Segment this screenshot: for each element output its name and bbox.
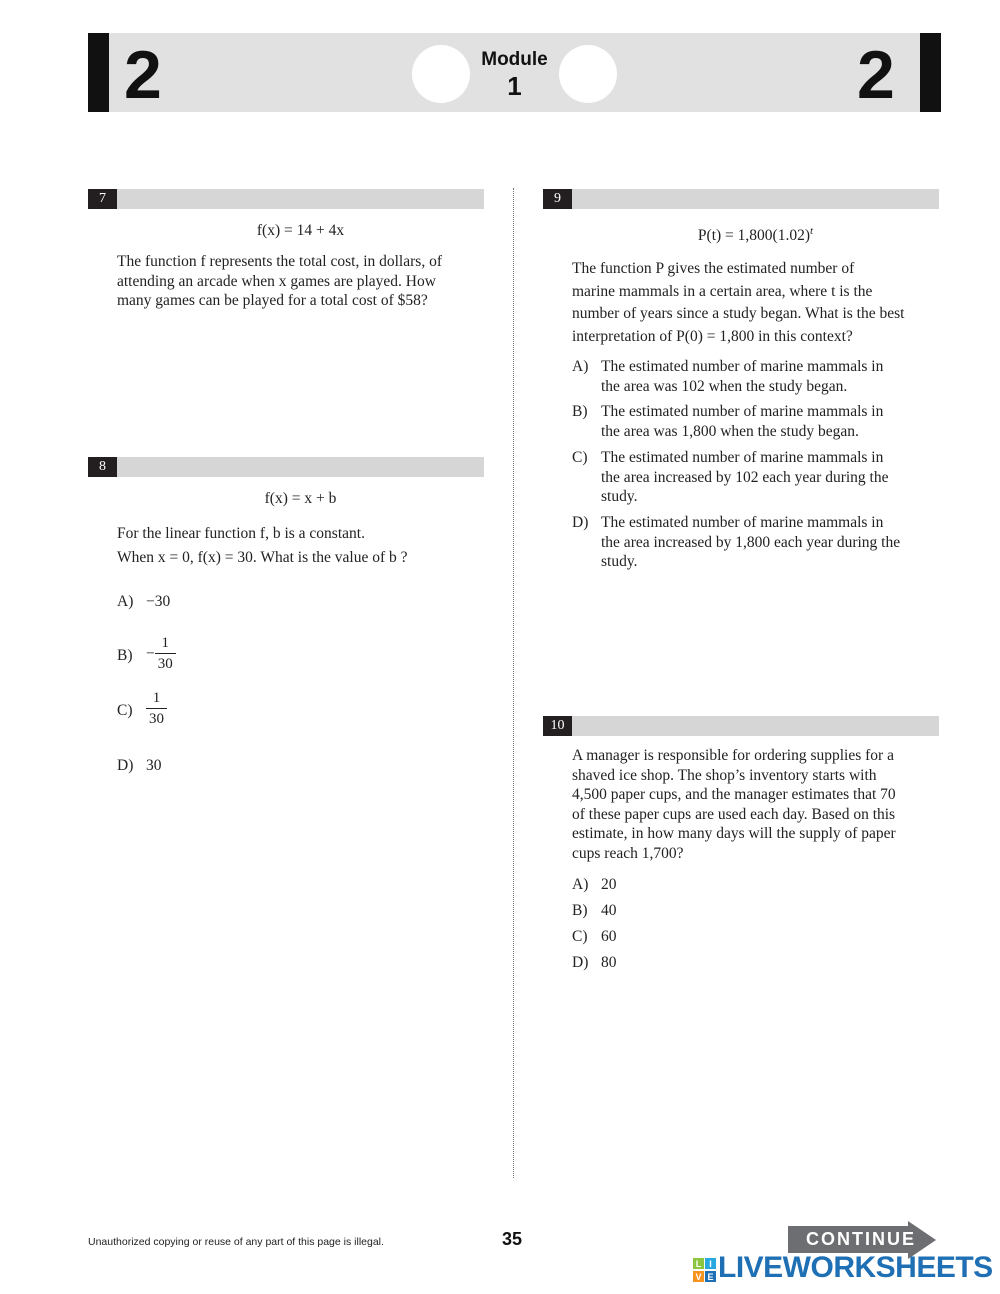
header-right-circle bbox=[559, 45, 617, 103]
answer-choice-b[interactable] bbox=[117, 634, 417, 678]
choice-value: 20 bbox=[601, 876, 617, 893]
section-number-left: 2 bbox=[124, 37, 162, 113]
question-formula bbox=[572, 225, 939, 245]
choice-value: 60 bbox=[601, 928, 617, 945]
answer-choice-c[interactable] bbox=[117, 689, 417, 733]
choice-value: −30 bbox=[146, 593, 171, 610]
question-number: 7 bbox=[88, 189, 117, 209]
choice-label: C) bbox=[572, 928, 588, 945]
text-line: 4,500 paper cups, and the manager estimates that 70 bbox=[572, 786, 896, 804]
header-left-bar bbox=[88, 33, 109, 112]
text-line: number of years since a study began. What is the best bbox=[572, 305, 905, 323]
question-bar bbox=[88, 457, 484, 477]
text-line: many games can be played for a total cost of $58? bbox=[117, 292, 428, 310]
question-formula: f(x) = x + b bbox=[264, 490, 337, 507]
choice-label: D) bbox=[572, 954, 589, 971]
liveworksheets-watermark[interactable]: LIVEWORKSHEETS bbox=[718, 1251, 993, 1284]
text-line: of these paper cups are used each day. Based on this bbox=[572, 805, 896, 823]
logo-letter: V bbox=[695, 1272, 702, 1282]
choice-label: D) bbox=[572, 514, 589, 531]
question-text bbox=[572, 746, 947, 864]
text-line: estimate, in how many days will the supply of paper bbox=[572, 825, 896, 843]
text-line: the area was 102 when the study began. bbox=[601, 377, 848, 395]
answer-choice-c[interactable] bbox=[572, 448, 942, 508]
text-line: cups reach 1,700? bbox=[572, 844, 684, 862]
choice-label: D) bbox=[117, 757, 134, 774]
question-number: 8 bbox=[88, 457, 117, 477]
choice-label: B) bbox=[572, 902, 588, 919]
text-line: the area increased by 102 each year during the bbox=[601, 468, 889, 486]
answer-choice-a[interactable] bbox=[572, 875, 772, 895]
denominator: 30 bbox=[157, 656, 173, 672]
text-line: marine mammals in a certain area, where t is the bbox=[572, 282, 873, 300]
numerator: 1 bbox=[155, 634, 176, 654]
question-text bbox=[117, 524, 492, 567]
choice-value: 40 bbox=[601, 902, 617, 919]
question-bar bbox=[543, 189, 939, 209]
fraction bbox=[155, 634, 176, 674]
numerator: 1 bbox=[146, 689, 167, 709]
page-number: 35 bbox=[502, 1229, 523, 1249]
answer-choice-d[interactable] bbox=[117, 756, 417, 778]
logo-letter: I bbox=[709, 1259, 712, 1269]
text-line: attending an arcade when x games are played. How bbox=[117, 272, 436, 290]
question-bar bbox=[88, 189, 484, 209]
answer-choice-d[interactable] bbox=[572, 953, 772, 973]
text-line: The estimated number of marine mammals in bbox=[601, 403, 884, 420]
text-line: The function f represents the total cost, in dollars, of bbox=[117, 253, 442, 270]
choice-label: C) bbox=[572, 449, 588, 466]
text-line: study. bbox=[601, 553, 638, 571]
text-line: study. bbox=[601, 488, 638, 506]
text-line: The estimated number of marine mammals in bbox=[601, 358, 884, 375]
continue-button[interactable]: CONTINUE bbox=[806, 1229, 916, 1249]
answer-choice-a[interactable] bbox=[572, 357, 942, 397]
question-number: 9 bbox=[543, 189, 572, 209]
choice-label: A) bbox=[117, 593, 134, 610]
formula-exponent: t bbox=[810, 225, 814, 237]
logo-letter: L bbox=[695, 1259, 702, 1269]
text-line: shaved ice shop. The shop’s inventory starts with bbox=[572, 766, 877, 784]
answer-choice-a[interactable] bbox=[117, 592, 417, 614]
text-line: the area increased by 1,800 each year during the bbox=[601, 533, 901, 551]
denominator: 30 bbox=[149, 711, 164, 727]
choice-text bbox=[601, 513, 900, 572]
question-formula: f(x) = 14 + 4x bbox=[256, 222, 345, 239]
answer-choice-c[interactable] bbox=[572, 927, 772, 947]
choice-text bbox=[601, 357, 883, 396]
choice-label: B) bbox=[117, 647, 133, 664]
choice-text bbox=[601, 448, 888, 507]
header-right-bar bbox=[920, 33, 941, 112]
choice-value: 30 bbox=[146, 757, 162, 774]
module-number: 1 bbox=[507, 71, 522, 101]
column-divider bbox=[513, 188, 514, 1178]
text-line: When x = 0, f(x) = 30. What is the value of b ? bbox=[117, 548, 408, 566]
section-number-right: 2 bbox=[857, 37, 895, 113]
answer-choice-b[interactable] bbox=[572, 901, 772, 921]
formula-base: P(t) = 1,800(1.02) bbox=[697, 227, 810, 245]
text-line: interpretation of P(0) = 1,800 in this context? bbox=[572, 327, 853, 345]
answer-choice-b[interactable] bbox=[572, 402, 942, 442]
text-line: A manager is responsible for ordering supplies for a bbox=[572, 747, 894, 764]
choice-value: 80 bbox=[601, 954, 617, 971]
logo-letter: E bbox=[707, 1272, 714, 1282]
question-text bbox=[572, 258, 947, 348]
choice-label: C) bbox=[117, 702, 133, 719]
header-left-circle bbox=[412, 45, 470, 103]
text-line: The estimated number of marine mammals in bbox=[601, 514, 884, 531]
choice-text bbox=[601, 402, 883, 441]
copyright-notice: Unauthorized copying or reuse of any part of this page is illegal. bbox=[88, 1236, 384, 1248]
question-text bbox=[117, 252, 492, 311]
choice-label: A) bbox=[572, 358, 589, 375]
text-line: The function P gives the estimated number of bbox=[572, 260, 855, 277]
text-line: The estimated number of marine mammals in bbox=[601, 449, 884, 466]
fraction bbox=[146, 689, 167, 729]
fraction-sign: − bbox=[146, 645, 155, 663]
text-line: For the linear function f, b is a constant. bbox=[117, 525, 365, 542]
liveworksheets-logo-icon bbox=[693, 1258, 716, 1282]
answer-choice-d[interactable] bbox=[572, 513, 942, 573]
choice-label: B) bbox=[572, 403, 588, 420]
module-label: Module bbox=[481, 49, 548, 70]
question-bar bbox=[543, 716, 939, 736]
choice-label: A) bbox=[572, 876, 589, 893]
question-number: 10 bbox=[543, 716, 572, 736]
text-line: the area was 1,800 when the study began. bbox=[601, 422, 859, 440]
